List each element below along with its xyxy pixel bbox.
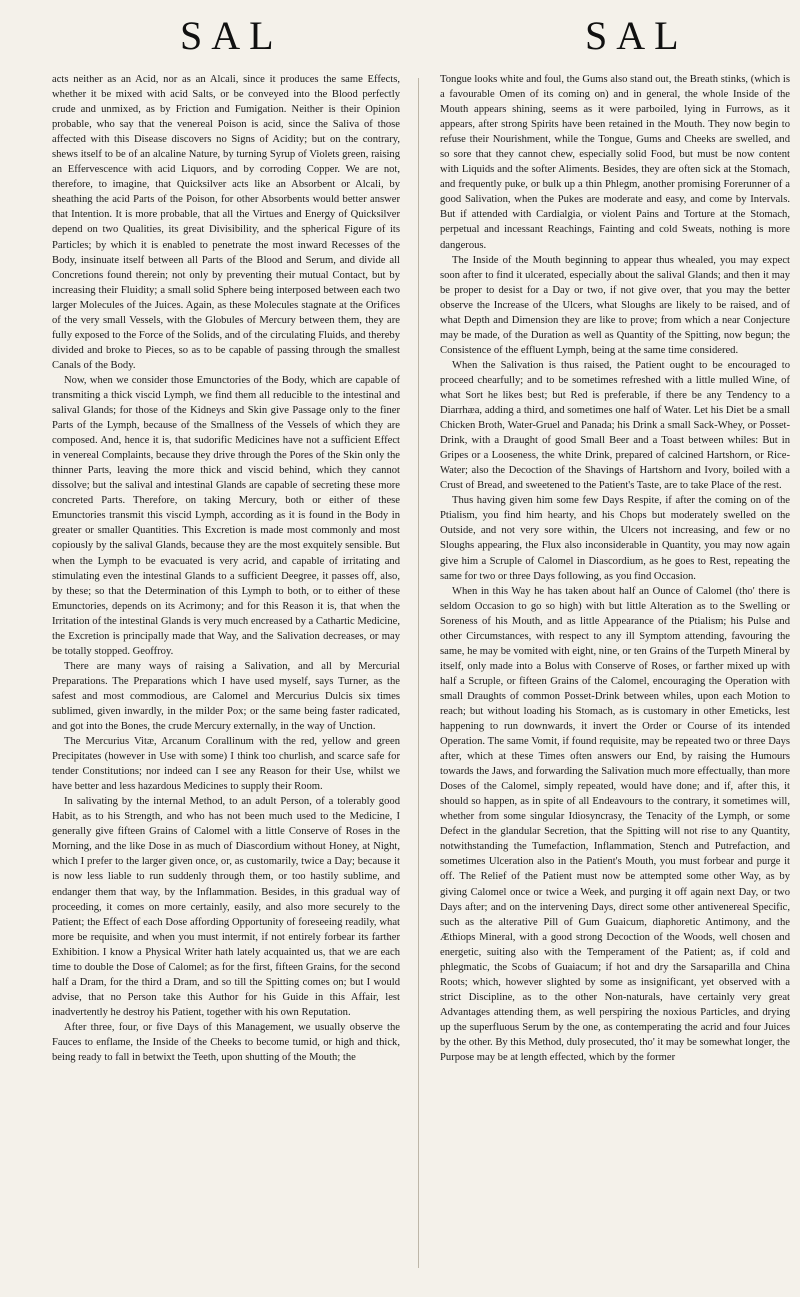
text-column-right (440, 72, 790, 1287)
column-divider (418, 78, 419, 1268)
text-column-left (52, 72, 400, 1287)
paragraph: acts neither as an Acid, nor as an Alcali, since it produces the same Effects, whether it be mixed with acid Salts, or be conveyed into the Blood perfectly crude and unmixed, as by Friction and Fumigation. Neither is their Opinion probable, who say that the venereal Poison is acid, since the Saliva of those affected with this Disease discovers no Signs of Acidity; but on the contrary, shews itself to be of an alcaline Nature, by turning Syrup of Violets green, raising an Effervescence with acid Liquors, and by corroding Copper. We are not, therefore, to imagine, that Quicksilver acts like an Absorbent or Alcali, by sheathing the acid Parts of the Poison, for other Absorbents would better answer that Intention. It is more probable, that all the Virtues and Energy of Quicksilver depend on two Qualities, its great Divisibility, and the spherical Figure of its Particles; by which it is enabled to penetrate the most inward Recesses of the Body, insinuate itself between all Parts of the Blood and Serum, and divide all Concretions found therein; not only by preventing their mutual Contact, but by increasing their Fluidity; a small solid Sphere being interposed between each two larger Molecules of the Juices. Again, as these Molecules stagnate at the Orifices of the very small Vessels, with the Globules of Mercury between them, they are fully exposed to the Force of the Solids, and of the circulating Fluids, and thereby divided and broke to Pieces, so as to be capable of passing through the smallest Canals of the Body. (52, 74, 400, 371)
paragraph: In salivating by the internal Method, to an adult Person, of a tolerably good Habit, as to his Strength, and who has not been much used to the Medicine, I generally give fifteen Grains of Calomel with a little Conserve of Roses in the Morning, and the like Dose in as much of Diascordium without Honey, at Night, which I prefer to the larger given once, or, as customarily, twice a Day; because it is now less liable to run suddenly through them, or too hastily sublime, and endanger them that way, by the Inflammation. Besides, in this gradual way of proceeding, it comes on more certainly, easily, and also more securely to the Patient; the Effect of each Dose affording Opportunity of foreseeing readily, what more be requisite, and when you must intermit, if not entirely forbear its farther Exhibition. I know a Physical Writer hath lately acquainted us, that we are each time to double the Dose of Calomel; as for the first, fifteen Grains, for the second half a Dram, for the third a Dram, and so till the Spitting comes on; but I would advise, that no Person take this Author for his Guide in this Affair, lest inadvertently he destroy his Patient, together with his own Reputation. (52, 796, 400, 1018)
paragraph: There are many ways of raising a Salivation, and all by Mercurial Preparations. The Preparations which I have used myself, says Turner, as the safest and most commodious, are Calomel and Mercurius Dulcis six times sublimed, given inwardly, in the milder Pox; or the same being faster radicated, and got into the Bones, the crude Mercury externally, in the way of Unction. (52, 660, 400, 733)
header-right-title: SAL (585, 13, 688, 58)
running-header (0, 12, 800, 70)
paragraph: After three, four, or five Days of this Management, we usually observe the Fauces to enflame, the Inside of the Cheeks to become tumid, or high and thick, being ready to fall in betwixt the Teeth, upon shutting of the Mouth; the (52, 1021, 400, 1064)
paragraph: When in this Way he has taken about half an Ounce of Calomel (tho' there is seldom Occasion to go so high) with but little Alteration as to the Swelling or Soreness of his Mouth, and as little Appearance of the Ptialism; his Pulse and other Circumstances, with respect to any ill Symptom attending, favouring the same, he may be vomited with eight, nine, or ten Grains of the Turpeth Mineral by itself, only made into a Bolus with Conserve of Roses, or farther mixed up with half a Scruple, or fifteen Grains of the Calomel, encouraging the Operation with small Draughts of common Posset-Drink between whiles, upon each Motion to reach; but without loading his Stomach, as is customary in other Emeticks, lest happening to run downwards, it invert the Order or Course of its intended Operation. The same Vomit, if found requisite, may be repeated two or three Days after, which at these Times often answers our End, by raising the Humours towards the Jaws, and forwarding the Salivation much more effectually, than more Doses of the Calomel, simply repeated, would have done; and if, after this, it should so happen, as in spite of all Endeavours to the contrary, it sometimes will, whether from some singular Idiosyncrasy, the Tenacity of the Lymph, or some Defect in the glandular Secretion, that the Spitting will not rise to any Quantity, notwithstanding the Tumefaction, Inflammation, Stench and Putrefaction, and sometimes Ulceration also in the Patient's Mouth, you must forbear and purge it off. The Relief of the Patient must now be attempted some other Way, as by giving Calomel once or twice a Week, and purging it off again next Day, or two Days after; and on the intervening Days, direct some other antivenereal Specific, such as the alterative Pill of Gum Guaicum, diaphoretic Antimony, and the Æthiops Mineral, with a good strong Decoction of the Woods, well chosen and energetic, suiting also with the Temperament of the Patient; as, if cold and phlegmatic, the Scobs of Guaiacum; if hot and dry the Sarsaparilla and China Roots; which, however slighted by some as insignificant, yet observed with a strict Discipline, as to the other Non-naturals, have certainly very great Advantages attending them, as well perspiring the noxious Particles, and drying up the superfluous Serum by the one, as contemperating the acrid and four Juices by the other. By this Method, duly prosecuted, tho' it may be somewhat longer, the Purpose may be at length effected, which by the former (440, 585, 790, 1064)
paragraph: The Inside of the Mouth beginning to appear thus whealed, you may expect soon after to find it ulcerated, especially about the salival Glands; and then it may be proper to desist for a Day or two, if not give over, that you may the better observe the Increase of the Ulcers, what Sloughs are likely to be raised, and of what Depth and Dimension they are like to prove; from which a near Conjecture may be made, of the Duration as well as Quantity of the Spitting, now begun; the Consistence of the effluent Lymph, being at the same time considered. (440, 254, 790, 356)
paragraph: Tongue looks white and foul, the Gums also stand out, the Breath stinks, (which is a favourable Omen of its coming on) and in general, the whole Inside of the Mouth appears shining, seems as it were parboiled, lying in Furrows, as it appears, after strong Spirits have been retained in the Mouth. They now begin to refuse their Nourishment, while the Tongue, Gums and Cheeks are swelled, and so sore that they cannot chew, especially solid Food, but must be now content with Liquids and the softer Aliments. Besides, they are often sick at the Stomach, and frequently puke, or bulk up a thin Phlegm, another promising Forerunner of a good Salivation, when the Pukes are moderate and easy, and come by Intervals. But if attended with Cardialgia, or violent Pains and Torture at the Stomach, perpetual and incessant Reachings, Fainting and cold Sweats, nothing is more dangerous. (440, 74, 790, 251)
paragraph: The Mercurius Vitæ, Arcanum Corallinum with the red, yellow and green Precipitates (however in Use with some) I think too churlish, and scarce safe for tender Constitutions; nor indeed can I see any Reason for their Use, whilst we have better and less hazardous Medicines to supply their Room. (52, 736, 400, 793)
paragraph: Now, when we consider those Emunctories of the Body, which are capable of transmiting a thick viscid Lymph, we find them all reducible to the intestinal and salival Glands; for those of the Kidneys and Skin give Passage only to the finer Parts of the Lymph, because of the Smallness of the Vessels of which they are composed. And, hence it is, that sudorific Medicines have not a sufficient Effect in venereal Complaints, because they drive through the Pores of the Skin only the thinner Parts, leaving the more thick and viscid behind, which they cannot dissolve; but the salival and intestinal Glands are capable of secreting these more concreted Parts. Therefore, on taking Mercury, both or either of these Emunctories transmit this viscid Lymph, according as it is found in the Body in greater or smaller Quantities. This Excretion is made most commonly and most copiously by the salival Glands, because they are the most exquitely sensible. But when the Lymph to be evacuated is very acrid, and capable of irritating and stimulating even the intestinal Glands to a sufficient Deegree, it passes off, also, by these; so that the Determination of this Lymph to both, or to either of these Emunctories, depends on its Acrimony; and for this Reason it is, that when the Irritation of the intestinal Glands is very much encreased by a Cathartic Medicine, the Excretion is principally made that Way, and the Salivation decreases, or may be totally stopped. Geoffroy. (52, 374, 400, 657)
paragraph: Thus having given him some few Days Respite, if after the coming on of the Ptialism, you find him hearty, and his Chops but moderately swelled on the Outside, and not very sore within, the Ulcers not increasing, and few or no Sloughs appearing, the Flux also inconsiderable in Quantity, you may now again give him a Scruple of Calomel in Diascordium, as he goes to Rest, repeating the same for two or three Days following, as you find Occasion. (440, 495, 790, 582)
header-left-title: SAL (180, 13, 283, 58)
paragraph: When the Salivation is thus raised, the Patient ought to be encouraged to proceed chearfully; and to be sometimes refreshed with a little mulled Wine, of what Sort he likes best; but Red is preferable, if there be any Tendency to a Diarrhæa, adding a third, and sometimes one half of Water. Let his Diet be a small Chicken Broth, Water-Gruel and Panada; his Drink a small Sack-Whey, or Posset-Drink, with a Draught of good Small Beer and a Toast between whiles: But in Gripes or a Looseness, the white Drink, prepared of calcined Hartshorn, or Rice-Water; also the Decoction of the Shavings of Hartshorn and Ivory, boiled with a Crust of Bread, and sweetened to the Patient's Taste, are to take Place of the rest. (440, 359, 790, 492)
